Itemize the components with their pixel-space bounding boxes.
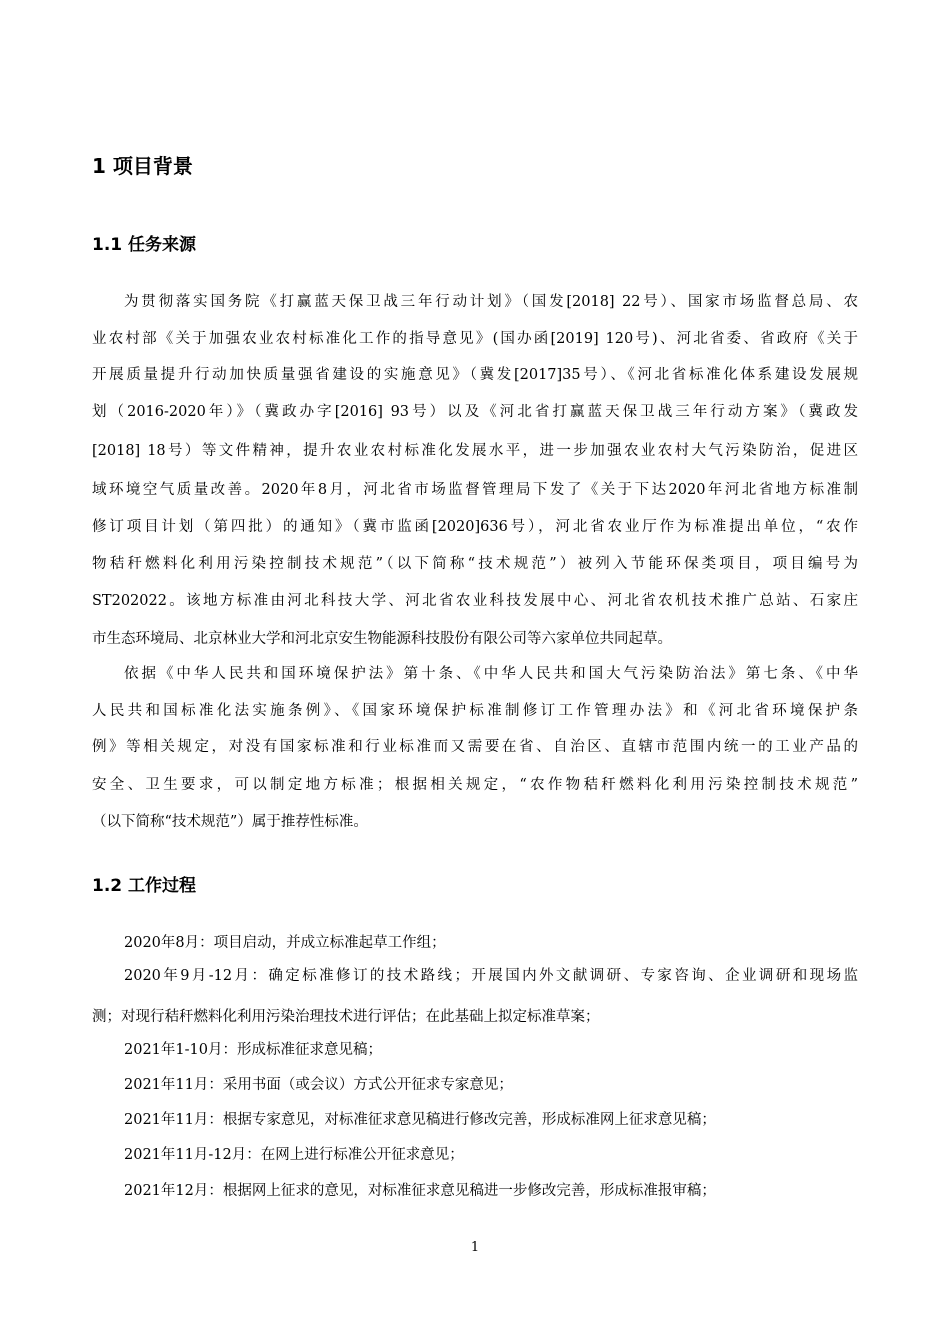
paragraph-line: 人民共和国标准化法实施条例》、《国家环境保护标准制修订工作管理办法》和《河北省环境保护条 (92, 703, 858, 719)
timeline-item: 2021年11月：采用书面（或会议）方式公开征求专家意见； (124, 1077, 513, 1093)
timeline-item: 2021年12月：根据网上征求的意见，对标准征求意见稿进一步修改完善，形成标准报审稿； (124, 1183, 716, 1199)
timeline-item: 2020年8月：项目启动，并成立标准起草工作组； (124, 935, 446, 951)
paragraph-line: [2018] 18号）等文件精神，提升农业农村标准化发展水平，进一步加强农业农村大气污染防治，促进区 (92, 443, 858, 459)
page-number: 1 (470, 1240, 480, 1255)
heading-project-background: 1 项目背景 (92, 154, 193, 178)
timeline-item-continued: 测；对现行秸秆燃料化利用污染治理技术进行评估；在此基础上拟定标准草案； (92, 1009, 600, 1025)
timeline-item: 2021年11月：根据专家意见，对标准征求意见稿进行修改完善，形成标准网上征求意见稿； (124, 1112, 716, 1128)
paragraph-line: 划（2016-2020年）》（冀政办字[2016] 93号）以及《河北省打赢蓝天保卫战三年行动方案》（冀政发 (92, 404, 858, 420)
timeline-item: 2021年11月-12月：在网上进行标准公开征求意见； (124, 1147, 464, 1163)
paragraph-line: 依据《中华人民共和国环境保护法》第十条、《中华人民共和国大气污染防治法》第七条、《中华 (124, 666, 858, 682)
paragraph-line: 安全、卫生要求，可以制定地方标准；根据相关规定，“农作物秸秆燃料化利用污染控制技术规范” (92, 777, 858, 793)
paragraph-line: 市生态环境局、北京林业大学和河北京安生物能源科技股份有限公司等六家单位共同起草。 (92, 631, 672, 647)
paragraph-line: （以下简称“技术规范”）属于推荐性标准。 (92, 814, 368, 830)
paragraph-line: ST202022。该地方标准由河北科技大学、河北省农业科技发展中心、河北省农机技术推广总站、石家庄 (92, 593, 858, 609)
paragraph-line: 为贯彻落实国务院《打赢蓝天保卫战三年行动计划》（国发[2018] 22号）、国家市场监督总局、农 (124, 294, 858, 310)
paragraph-line: 修订项目计划（第四批）的通知》（冀市监函[2020]636号），河北省农业厅作为标准提出单位，“农作 (92, 519, 858, 535)
heading-task-source: 1.1 任务来源 (92, 235, 197, 255)
heading-work-process: 1.2 工作过程 (92, 876, 197, 896)
paragraph-line: 业农村部《关于加强农业农村标准化工作的指导意见》(国办函[2019] 120号)、河北省委、省政府《关于 (92, 331, 858, 347)
paragraph-line: 开展质量提升行动加快质量强省建设的实施意见》（冀发[2017]35号）、《河北省标准化体系建设发展规 (92, 367, 858, 383)
paragraph-line: 物秸秆燃料化利用污染控制技术规范”（以下简称“技术规范”）被列入节能环保类项目，项目编号为 (92, 556, 858, 572)
paragraph-line: 例》等相关规定，对没有国家标准和行业标准而又需要在省、自治区、直辖市范围内统一的工业产品的 (92, 739, 858, 755)
timeline-item: 2020年9月-12月：确定标准修订的技术路线；开展国内外文献调研、专家咨询、企业调研和现场监 (124, 968, 858, 984)
paragraph-line: 域环境空气质量改善。2020年8月，河北省市场监督管理局下发了《关于下达2020年河北省地方标准制 (92, 482, 858, 498)
timeline-item: 2021年1-10月：形成标准征求意见稿； (124, 1042, 382, 1058)
